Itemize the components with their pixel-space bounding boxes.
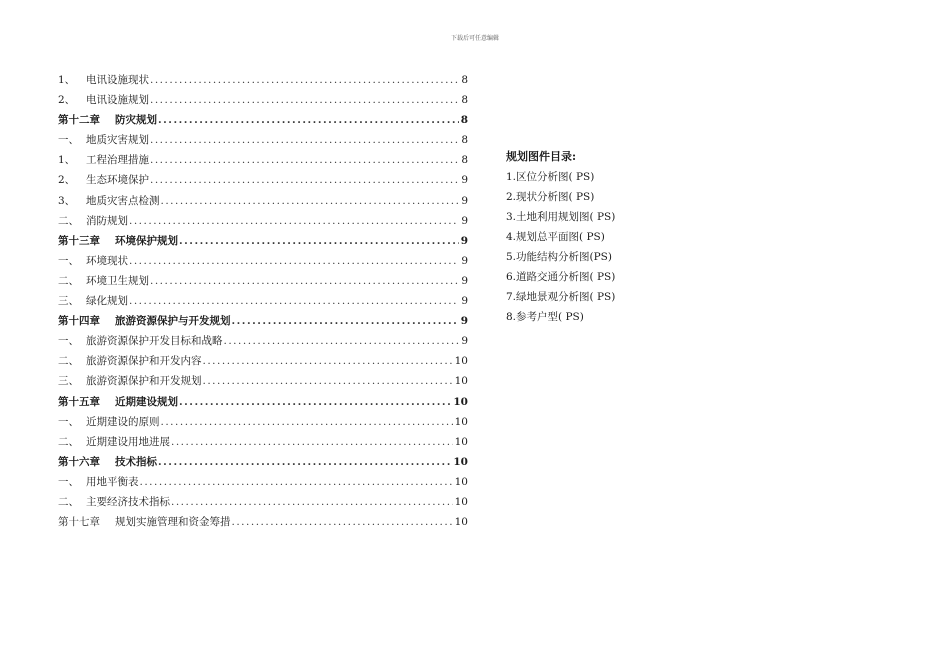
toc-entry[interactable] xyxy=(58,373,468,393)
toc-entry-title: 技术指标 xyxy=(115,455,157,468)
toc-leader-dots xyxy=(203,375,453,387)
toc-entry-number: 三、 xyxy=(58,295,79,308)
toc-leader-dots xyxy=(150,174,459,186)
toc-leader-dots xyxy=(179,396,451,408)
toc-entry-page: 9 xyxy=(461,194,468,207)
toc-chapter-entry[interactable] xyxy=(58,233,468,253)
toc-entry-page: 10 xyxy=(454,475,468,488)
toc-chapter-entry[interactable] xyxy=(58,454,468,474)
toc-entry-title: 用地平衡表 xyxy=(86,475,139,488)
toc-entry-number: 一、 xyxy=(58,415,79,428)
toc-entry-number: 二、 xyxy=(58,355,79,368)
toc-entry-page: 8 xyxy=(461,134,468,147)
toc-entry-page: 9 xyxy=(460,234,468,247)
toc-leader-dots xyxy=(150,275,459,287)
toc-entry-number: 2、 xyxy=(58,94,76,107)
toc-entry-title: 近期建设用地进展 xyxy=(86,435,170,448)
figure-list-title: 规划图件目录: xyxy=(506,150,577,163)
toc-entry-title: 旅游资源保护和开发规划 xyxy=(86,375,202,388)
toc-entry-page: 10 xyxy=(453,455,468,468)
toc-entry-number: 1、 xyxy=(58,154,76,167)
toc-entry[interactable] xyxy=(58,273,468,293)
toc-entry[interactable] xyxy=(58,434,468,454)
toc-leader-dots xyxy=(150,134,459,146)
figure-list-item: 3.土地利用规划图( PS) xyxy=(506,211,616,223)
toc-leader-dots xyxy=(150,74,459,86)
toc-entry-number: 二、 xyxy=(58,435,79,448)
toc-leader-dots xyxy=(161,195,460,207)
toc-entry-number: 一、 xyxy=(58,134,79,147)
toc-entry-title: 电讯设施规划 xyxy=(86,94,149,107)
toc-entry-page: 8 xyxy=(461,74,468,86)
toc-leader-dots xyxy=(158,114,459,126)
figure-list-item: 4.规划总平面图( PS) xyxy=(506,231,605,243)
toc-chapter-entry[interactable] xyxy=(58,313,468,333)
toc-chapter-entry[interactable] xyxy=(58,514,468,534)
toc-entry-page: 9 xyxy=(460,315,468,328)
toc-leader-dots xyxy=(179,235,459,247)
toc-entry[interactable] xyxy=(58,213,468,233)
figure-list-item: 6.道路交通分析图( PS) xyxy=(506,271,616,283)
toc-entry-title: 消防规划 xyxy=(86,214,128,227)
toc-entry-number: 二、 xyxy=(58,274,79,287)
toc-entry-title: 环境卫生规划 xyxy=(86,274,149,287)
toc-entry-number: 第十二章 xyxy=(58,114,100,127)
toc-entry-page: 8 xyxy=(461,154,468,167)
toc-entry-page: 10 xyxy=(454,495,468,508)
toc-entry-title: 生态环境保护 xyxy=(86,174,149,187)
toc-leader-dots xyxy=(129,295,459,307)
toc-chapter-entry[interactable] xyxy=(58,112,468,132)
toc-entry-number: 二、 xyxy=(58,495,79,508)
toc-entry-page: 9 xyxy=(461,254,468,267)
toc-entry-title: 电讯设施现状 xyxy=(86,74,149,86)
toc-entry-number: 一、 xyxy=(58,475,79,488)
toc-entry[interactable] xyxy=(58,474,468,494)
toc-entry-number: 一、 xyxy=(58,254,79,267)
figure-list-item: 8.参考户型( PS) xyxy=(506,311,584,323)
toc-entry-title: 旅游资源保护与开发规划 xyxy=(115,315,231,328)
figure-list-item: 2.现状分析图( PS) xyxy=(506,191,595,203)
toc-entry[interactable] xyxy=(58,293,468,313)
toc-entry-page: 9 xyxy=(461,214,468,227)
figure-list xyxy=(506,147,706,327)
toc-entry-title: 绿化规划 xyxy=(86,295,128,308)
toc-entry[interactable] xyxy=(58,333,468,353)
toc-entry-page: 10 xyxy=(454,355,468,368)
toc-leader-dots xyxy=(129,255,459,267)
toc-entry-number: 一、 xyxy=(58,335,79,348)
toc-entry-page: 10 xyxy=(454,516,468,529)
toc-entry-number: 三、 xyxy=(58,375,79,388)
toc-entry-number: 1、 xyxy=(58,74,76,86)
toc-entry-page: 8 xyxy=(460,114,468,127)
toc-entry-title: 环境保护规划 xyxy=(115,234,178,247)
toc-leader-dots xyxy=(150,94,459,106)
toc-entry-page: 9 xyxy=(461,335,468,348)
toc-entry-page: 10 xyxy=(454,415,468,428)
toc-entry-page: 10 xyxy=(454,375,468,388)
toc-entry-number: 第十五章 xyxy=(58,395,100,408)
toc-entry-number: 第十七章 xyxy=(58,516,100,529)
toc-entry-number: 2、 xyxy=(58,174,76,187)
toc-leader-dots xyxy=(129,215,459,227)
toc-entry-number: 第十四章 xyxy=(58,315,100,328)
figure-list-item: 1.区位分析图( PS) xyxy=(506,171,595,183)
toc-leader-dots xyxy=(232,315,459,327)
toc-entry-title: 近期建设规划 xyxy=(115,395,178,408)
toc-entry-page: 10 xyxy=(453,395,468,408)
toc-entry-title: 防灾规划 xyxy=(115,114,157,127)
toc-entry[interactable] xyxy=(58,132,468,152)
toc-leader-dots xyxy=(171,496,453,508)
toc-entry[interactable] xyxy=(58,72,468,92)
toc-entry-number: 第十三章 xyxy=(58,234,100,247)
header-note: 下载后可任意编辑 xyxy=(450,35,499,42)
toc-entry-title: 主要经济技术指标 xyxy=(86,495,170,508)
toc-entry-page: 9 xyxy=(461,274,468,287)
toc-leader-dots xyxy=(158,456,451,468)
toc-leader-dots xyxy=(150,154,459,166)
toc-entry[interactable] xyxy=(58,494,468,514)
figure-list-item: 7.绿地景观分析图( PS) xyxy=(506,291,616,303)
toc-entry-page: 10 xyxy=(454,435,468,448)
toc-entry-title: 规划实施管理和资金筹措 xyxy=(115,516,231,529)
toc-entry[interactable] xyxy=(58,353,468,373)
toc-entry-number: 3、 xyxy=(58,194,76,207)
toc-entry-title: 旅游资源保护和开发内容 xyxy=(86,355,202,368)
toc-entry-page: 8 xyxy=(461,94,468,107)
toc-leader-dots xyxy=(224,335,460,347)
toc-entry-number: 二、 xyxy=(58,214,79,227)
toc-entry-title: 旅游资源保护开发目标和战略 xyxy=(86,335,223,348)
toc-entry-title: 工程治理措施 xyxy=(86,154,149,167)
toc-entry[interactable] xyxy=(58,92,468,112)
toc-leader-dots xyxy=(161,416,453,428)
figure-list-item: 5.功能结构分析图(PS) xyxy=(506,251,612,263)
toc-entry[interactable] xyxy=(58,193,468,213)
toc-entry-number: 第十六章 xyxy=(58,455,100,468)
toc-entry[interactable] xyxy=(58,172,468,192)
toc-leader-dots xyxy=(232,516,453,528)
toc-entry[interactable] xyxy=(58,152,468,172)
toc-entry[interactable] xyxy=(58,414,468,434)
toc-leader-dots xyxy=(203,355,453,367)
toc-entry-page: 9 xyxy=(461,174,468,187)
toc-entry-title: 地质灾害点检测 xyxy=(86,194,160,207)
toc-entry[interactable] xyxy=(58,253,468,273)
toc-leader-dots xyxy=(171,436,453,448)
toc-chapter-entry[interactable] xyxy=(58,394,468,414)
toc-entry-title: 地质灾害规划 xyxy=(86,134,149,147)
table-of-contents xyxy=(58,72,468,534)
toc-entry-title: 近期建设的原则 xyxy=(86,415,160,428)
toc-entry-page: 9 xyxy=(461,295,468,308)
toc-entry-title: 环境现状 xyxy=(86,254,128,267)
toc-leader-dots xyxy=(140,476,453,488)
